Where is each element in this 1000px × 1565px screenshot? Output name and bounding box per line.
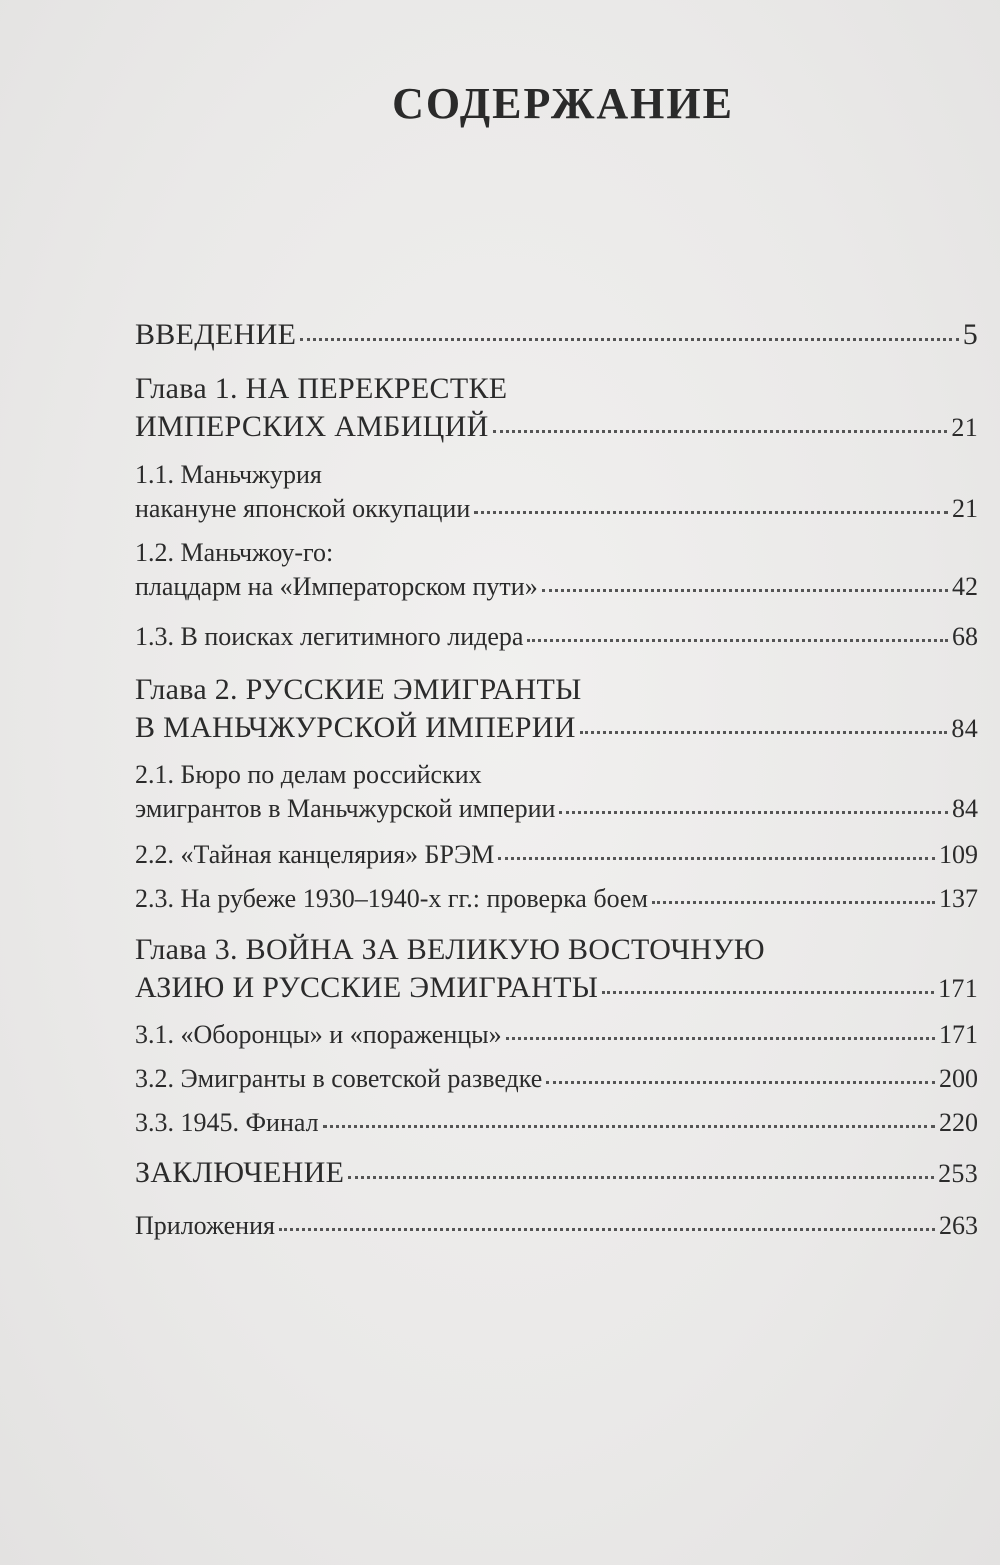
dot-leader xyxy=(279,1228,935,1231)
dot-leader xyxy=(580,731,948,734)
toc-entry-chapter-1[interactable] xyxy=(135,374,978,442)
toc-entry-title: Глава 1. НА ПЕРЕКРЕСТКЕ xyxy=(135,372,508,405)
toc-page-number: 21 xyxy=(951,413,978,442)
toc-entry-section-3-1[interactable] xyxy=(135,1022,978,1048)
dot-leader xyxy=(493,430,948,433)
page-title: СОДЕРЖАНИЕ xyxy=(392,79,734,128)
dot-leader xyxy=(542,589,948,592)
toc-page-number: 171 xyxy=(938,974,978,1003)
toc-entry-introduction[interactable] xyxy=(135,320,978,350)
toc-entry-title-continued: В МАНЬЧЖУРСКОЙ ИМПЕРИИ xyxy=(135,711,576,744)
toc-entry-section-3-3[interactable] xyxy=(135,1110,978,1136)
toc-entry-section-1-1[interactable] xyxy=(135,462,978,522)
toc-page-number: 84 xyxy=(951,714,978,743)
toc-entry-section-2-2[interactable] xyxy=(135,842,978,868)
toc-page-number: 84 xyxy=(952,794,978,823)
toc-entry-title: 2.2. «Тайная канцелярия» БРЭМ xyxy=(135,840,495,869)
toc-page-number: 253 xyxy=(938,1159,978,1188)
toc-page-number: 68 xyxy=(952,622,978,651)
dot-leader xyxy=(498,857,935,860)
toc-entry-title: 3.1. «Оборонцы» и «пораженцы» xyxy=(135,1020,502,1049)
toc-entry-title: 1.2. Маньчжоу-го: xyxy=(135,538,334,567)
toc-entry-section-2-3[interactable] xyxy=(135,886,978,912)
toc-entry-section-3-2[interactable] xyxy=(135,1066,978,1092)
toc-entry-title: 2.1. Бюро по делам российских xyxy=(135,760,482,789)
dot-leader xyxy=(348,1176,934,1179)
dot-leader xyxy=(652,901,935,904)
toc-entry-section-1-3[interactable] xyxy=(135,624,978,650)
dot-leader xyxy=(323,1125,935,1128)
dot-leader xyxy=(559,811,948,814)
dot-leader xyxy=(506,1037,935,1040)
toc-entry-title-continued: ИМПЕРСКИХ АМБИЦИЙ xyxy=(135,410,489,443)
toc-entry-title: ВВЕДЕНИЕ xyxy=(135,318,297,351)
toc-entry-chapter-3[interactable] xyxy=(135,935,978,1003)
dot-leader xyxy=(300,338,958,341)
toc-entry-conclusion[interactable] xyxy=(135,1158,978,1188)
toc-entry-title-continued: накануне японской оккупации xyxy=(135,494,471,523)
toc-page-number: 200 xyxy=(939,1064,978,1093)
toc-entry-title-continued: плацдарм на «Императорском пути» xyxy=(135,572,538,601)
toc-entry-title: Глава 3. ВОЙНА ЗА ВЕЛИКУЮ ВОСТОЧНУЮ xyxy=(135,933,765,966)
toc-entry-title: 1.3. В поисках легитимного лидера xyxy=(135,622,524,651)
toc-page-number: 109 xyxy=(939,840,978,869)
toc-entry-appendices[interactable] xyxy=(135,1213,978,1239)
dot-leader xyxy=(546,1081,935,1084)
toc-page-number: 263 xyxy=(939,1211,978,1240)
toc-entry-title: 3.2. Эмигранты в советской разведке xyxy=(135,1064,543,1093)
dot-leader xyxy=(602,991,934,994)
toc-page-number: 21 xyxy=(952,494,978,523)
toc-entry-title: 2.3. На рубеже 1930–1940-х гг.: проверка боем xyxy=(135,884,648,913)
toc-page-number: 42 xyxy=(952,572,978,601)
toc-page-number: 220 xyxy=(939,1108,978,1137)
toc-entry-title: Глава 2. РУССКИЕ ЭМИГРАНТЫ xyxy=(135,673,582,706)
toc-entry-title-continued: АЗИЮ И РУССКИЕ ЭМИГРАНТЫ xyxy=(135,971,599,1004)
toc-entry-title-continued: эмигрантов в Маньчжурской империи xyxy=(135,794,556,823)
toc-page-number: 171 xyxy=(939,1020,978,1049)
toc-page-number: 5 xyxy=(962,318,978,351)
toc-entry-title: 3.3. 1945. Финал xyxy=(135,1108,319,1137)
toc-entry-chapter-2[interactable] xyxy=(135,675,978,743)
toc-page-number: 137 xyxy=(939,884,978,913)
toc-entry-title: 1.1. Маньчжурия xyxy=(135,460,322,489)
dot-leader xyxy=(474,511,948,514)
dot-leader xyxy=(527,639,948,642)
toc-entry-section-2-1[interactable] xyxy=(135,762,978,822)
toc-entry-title: ЗАКЛЮЧЕНИЕ xyxy=(135,1156,345,1189)
toc-entry-title: Приложения xyxy=(135,1211,275,1240)
toc-entry-section-1-2[interactable] xyxy=(135,540,978,600)
